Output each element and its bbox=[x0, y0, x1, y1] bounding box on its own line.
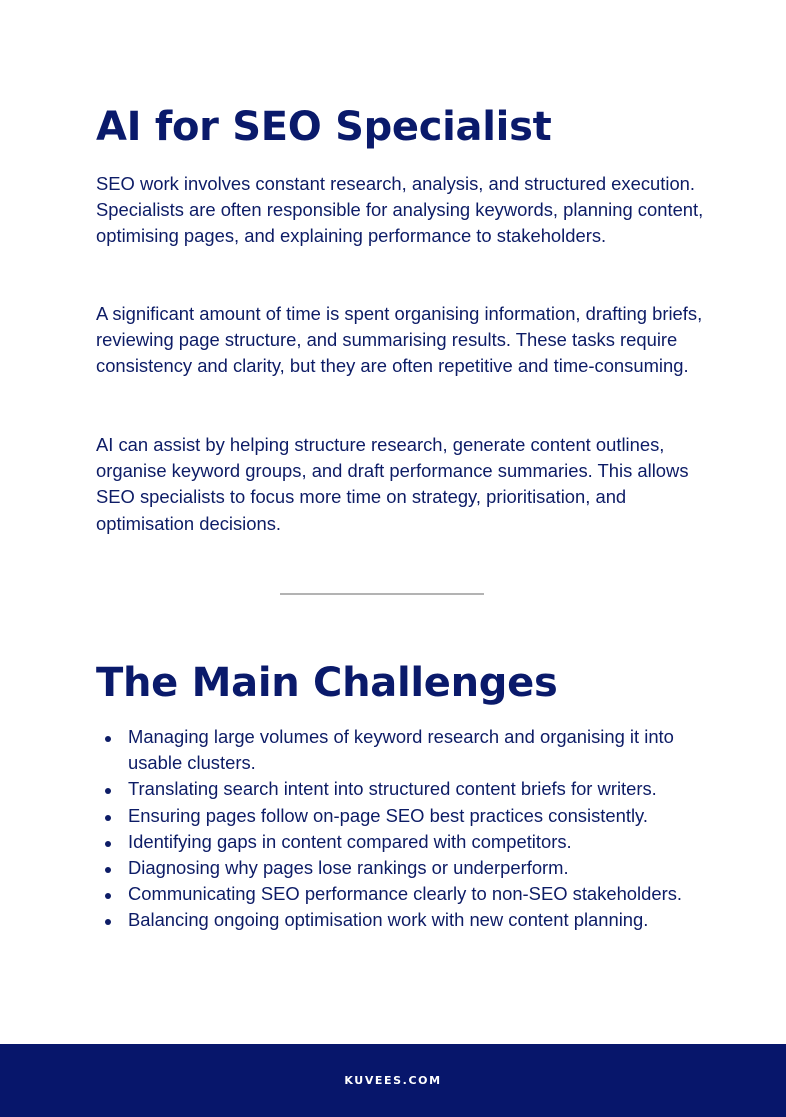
list-item bbox=[96, 855, 716, 881]
list-item-text: Diagnosing why pages lose rankings or underperform. bbox=[128, 857, 569, 879]
list-item bbox=[96, 803, 716, 829]
list-item-text: Ensuring pages follow on-page SEO best practices consistently. bbox=[128, 804, 648, 826]
list-item-text: Translating search intent into structured content briefs for writers. bbox=[128, 778, 657, 800]
section-title-main-challenges: The Main Challenges bbox=[96, 660, 558, 706]
list-item bbox=[96, 907, 716, 933]
bullet-icon bbox=[105, 788, 111, 794]
bullet-icon bbox=[105, 841, 111, 847]
bullet-icon bbox=[105, 893, 111, 899]
section-title-ai-for-seo: AI for SEO Specialist bbox=[96, 104, 552, 150]
challenges-list bbox=[96, 724, 716, 934]
list-item-text: Managing large volumes of keyword research and organising it into usable clusters. bbox=[128, 726, 674, 774]
footer-website-link[interactable]: KUVEES.COM bbox=[344, 1074, 442, 1087]
bullet-icon bbox=[105, 815, 111, 821]
list-item bbox=[96, 829, 716, 855]
bullet-icon bbox=[105, 867, 111, 873]
intro-paragraph: SEO work involves constant research, analysis, and structured execution. Specialists are often responsible for analysing keywords, planning content, optimising pages, and explaining performance to stakeholders. bbox=[96, 173, 704, 247]
list-item-text: Balancing ongoing optimisation work with new content planning. bbox=[128, 909, 649, 931]
list-item bbox=[96, 776, 716, 802]
time-spent-paragraph: A significant amount of time is spent organising information, drafting briefs, reviewing page structure, and summarising results. These tasks require consistency and clarity, but they are often repetitive and time-consuming. bbox=[96, 303, 703, 377]
list-item bbox=[96, 724, 716, 776]
list-item-text: Communicating SEO performance clearly to non-SEO stakeholders. bbox=[128, 883, 683, 905]
section-divider bbox=[280, 593, 484, 595]
bullet-icon bbox=[105, 736, 111, 742]
bullet-icon bbox=[105, 919, 111, 925]
ai-assist-paragraph: AI can assist by helping structure research, generate content outlines, organise keyword groups, and draft performance summaries. This allows SEO specialists to focus more time on strategy, prioritisation, and optimisation decisions. bbox=[96, 434, 689, 534]
list-item bbox=[96, 881, 716, 907]
list-item-text: Identifying gaps in content compared with competitors. bbox=[128, 830, 572, 852]
footer-bar bbox=[0, 1044, 786, 1117]
